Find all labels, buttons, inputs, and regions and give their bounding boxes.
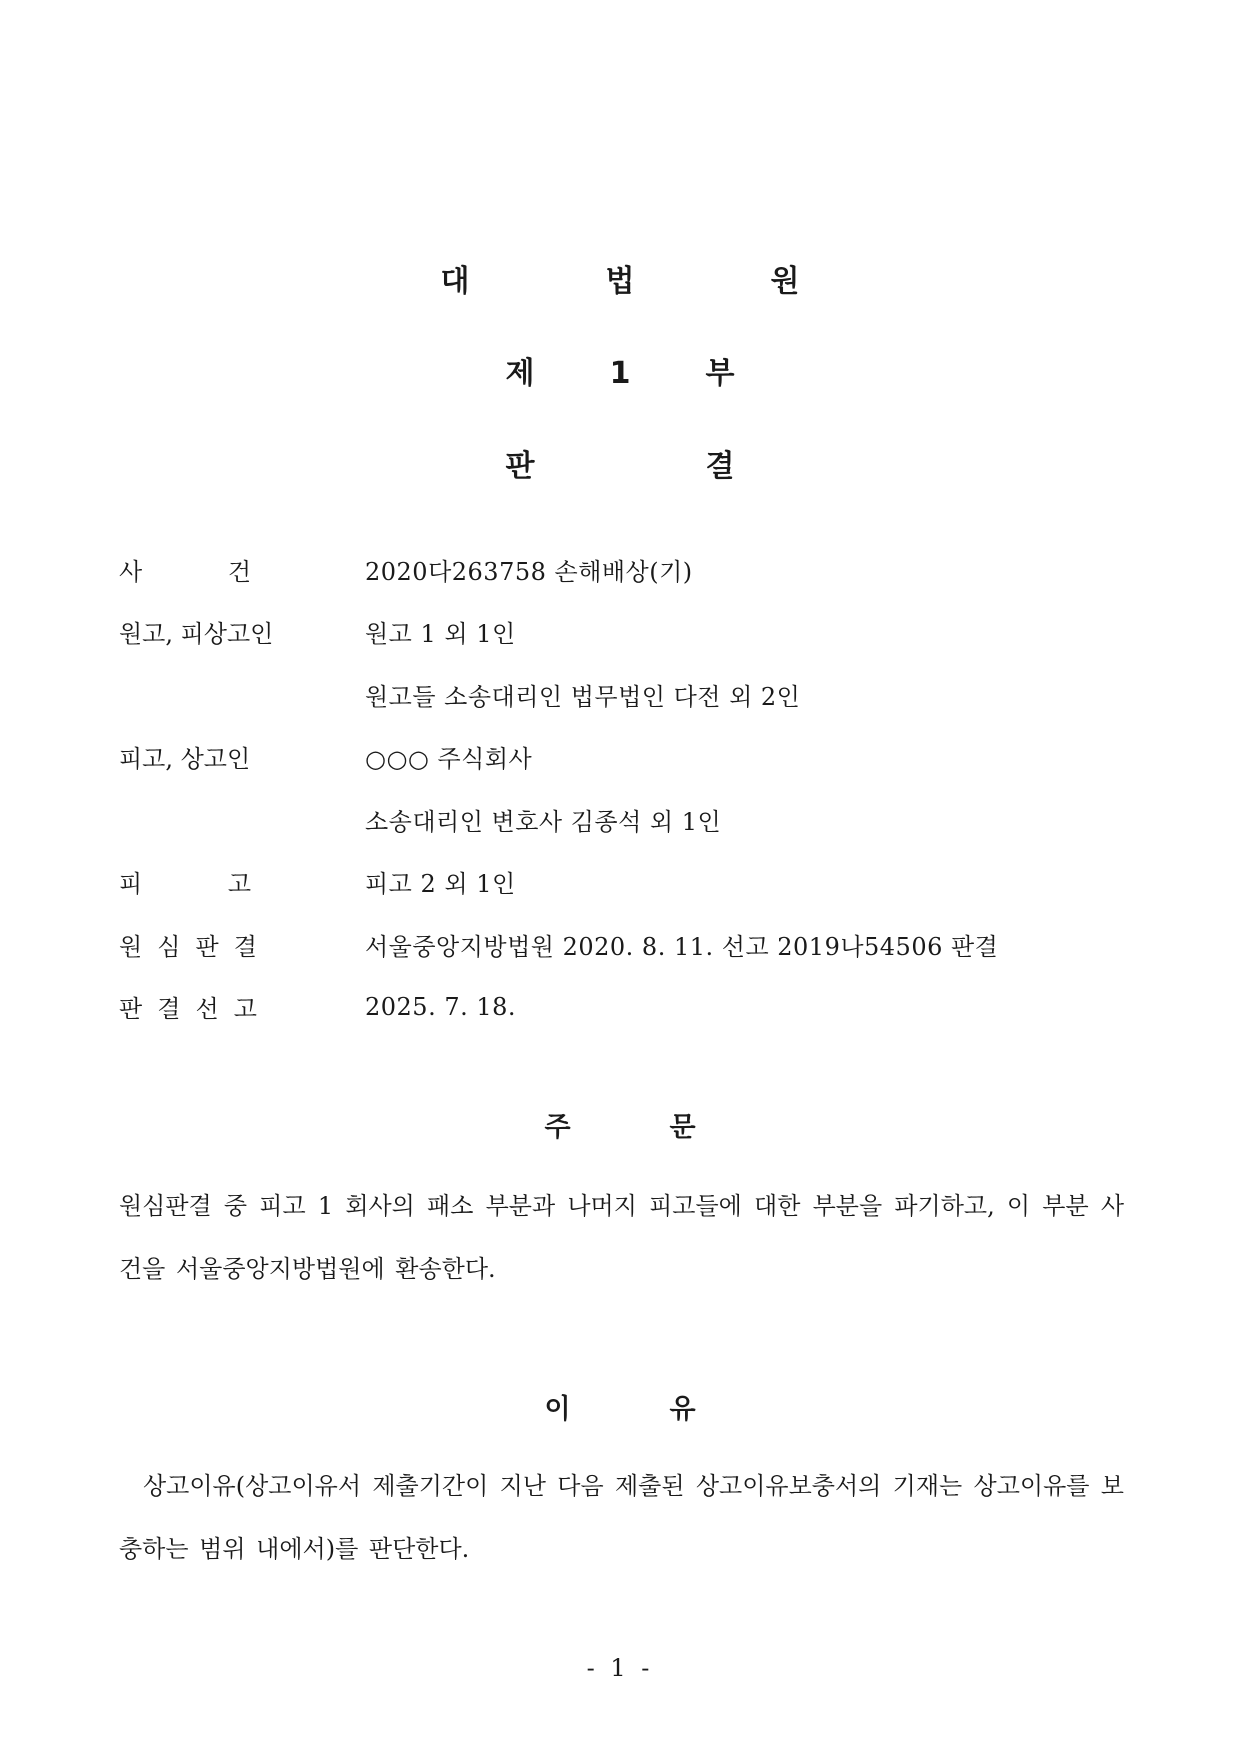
document-type-heading (0, 447, 1240, 487)
court-name-char: 원 (770, 264, 800, 299)
plaintiff-value: 원고 1 외 1인 (365, 620, 516, 649)
division-char: 1 (609, 356, 631, 391)
lower-court-judgment-value: 서울중앙지방법원 2020. 8. 11. 선고 2019나54506 판결 (365, 932, 999, 961)
reasons-heading: 이 유 (544, 1394, 696, 1425)
appellant-counsel-value: 소송대리인 변호사 김종석 외 1인 (365, 807, 722, 836)
court-name-char: 대 (440, 264, 470, 299)
case-number-label: 사 건 (119, 557, 251, 586)
page-number: - 1 - (586, 1654, 654, 1682)
appellant-value: ○○○ 주식회사 (365, 745, 533, 774)
case-info-row (119, 913, 1129, 976)
plaintiff-label: 원고, 피상고인 (119, 620, 274, 649)
case-info-row (119, 538, 1129, 601)
case-info-row (119, 851, 1129, 914)
judgment-date-value: 2025. 7. 18. (365, 992, 517, 1021)
case-info-row (119, 976, 1129, 1039)
case-info-row (119, 601, 1129, 664)
document-type-char: 판 (505, 449, 535, 484)
division-char: 제 (505, 356, 535, 391)
case-info-row (119, 726, 1129, 789)
document-type-char: 결 (705, 449, 735, 484)
court-name-char: 법 (605, 264, 635, 299)
defendant-label: 피 고 (119, 870, 251, 899)
case-info-row (119, 788, 1129, 851)
judgment-date-label: 판 결 선 고 (119, 995, 257, 1024)
plaintiff-counsel-value: 원고들 소송대리인 법무법인 다전 외 2인 (365, 682, 801, 711)
order-heading: 주 문 (544, 1112, 696, 1143)
lower-court-judgment-label: 원 심 판 결 (119, 932, 257, 961)
defendant-value: 피고 2 외 1인 (365, 870, 516, 899)
court-name-heading (0, 262, 1240, 302)
order-text: 원심판결 중 피고 1 회사의 패소 부분과 나머지 피고들에 대한 부분을 파기하고, 이 부분 사건을 서울중앙지방법원에 환송한다. (119, 1192, 1125, 1283)
case-info-row (119, 663, 1129, 726)
reasons-text: 상고이유(상고이유서 제출기간이 지난 다음 제출된 상고이유보충서의 기재는 상고이유를 보충하는 범위 내에서)를 판단한다. (119, 1472, 1124, 1563)
case-info-table (119, 538, 1129, 1038)
division-char: 부 (705, 356, 735, 391)
division-heading (0, 354, 1240, 394)
case-number-value: 2020다263758 손해배상(기) (365, 557, 693, 586)
appellant-label: 피고, 상고인 (119, 745, 251, 774)
